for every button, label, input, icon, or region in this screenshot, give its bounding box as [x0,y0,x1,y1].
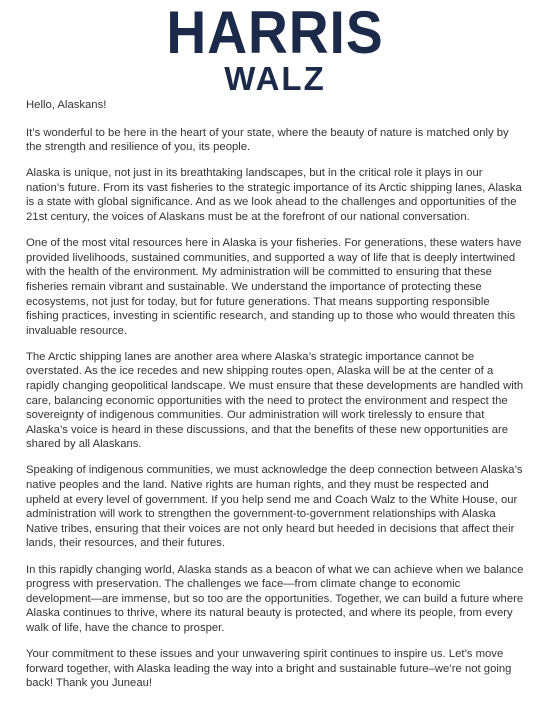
letter-body [26,98,524,691]
letter-greeting: Hello, Alaskans! [26,99,107,111]
letter-paragraph: It’s wonderful to be here in the heart of your state, where the beauty of nature is matched only by the strength and resilience of you, its people. [26,126,509,154]
letter-paragraph: Speaking of indigenous communities, we must acknowledge the deep connection between Alaska’s native peoples and the land. Native rights are human rights, and they must be respected and upheld at every level of government. If you help send me and Coach Walz to the White House, our administration will work to strengthen the government-to-government relationships with Alaska Native tribes, ensuring that their voices are not only heard but heeded in decisions that affect their lands, their resources, and their futures. [26,464,523,550]
letter-paragraph: Your commitment to these issues and your unwavering spirit continues to inspire us. Let’s move forward together, with Alaska leading the way into a bright and sustainable future–we’re not going back! Thank you Juneau! [26,648,512,690]
letter-paragraph: One of the most vital resources here in Alaska is your fisheries. For generations, these waters have provided livelihoods, sustained communities, and supported a way of life that is deeply intertwined with the health of the environment. My administration will be committed to ensuring that these fisheries remain vibrant and sustainable. We understand the importance of protecting these ecosystems, not just for today, but for future generations. That means supporting responsible fishing practices, investing in scientific research, and standing up to those who would threaten this invaluable resource. [26,237,522,337]
logo-harris-text: HARRIS [166,0,384,66]
harris-walz-logo [26,0,524,97]
logo-walz-text: WALZ [224,60,326,97]
letter-paragraph: In this rapidly changing world, Alaska stands as a beacon of what we can achieve when we balance progress with preservation. The challenges we face—from climate change to economic development—are immense, but so too are the opportunities. Together, we can build a future where Alaska continues to thrive, where its natural beauty is protected, and where its people, from every walk of life, have the chance to prosper. [26,563,524,634]
letter-paragraph: Alaska is unique, not just in its breathtaking landscapes, but in the critical role it plays in our nation’s future. From its vast fisheries to the strategic importance of its Arctic shipping lanes, Alaska is a state with global significance. And as we look ahead to the challenges and opportunities of the 21st century, the voices of Alaskans must be at the forefront of our national conversation. [26,167,522,224]
letter-paragraph: The Arctic shipping lanes are another area where Alaska’s strategic importance cannot be overstated. As the ice recedes and new shipping routes open, Alaska will be at the center of a rapidly changing geopolitical landscape. We must ensure that these developments are handled with care, balancing economic opportunities with the need to protect the environment and respect the sovereignty of indigenous communities. Our administration will work tirelessly to ensure that Alaska’s voice is heard in these discussions, and that the benefits of these new opportunities are shared by all Alaskans. [26,350,524,451]
